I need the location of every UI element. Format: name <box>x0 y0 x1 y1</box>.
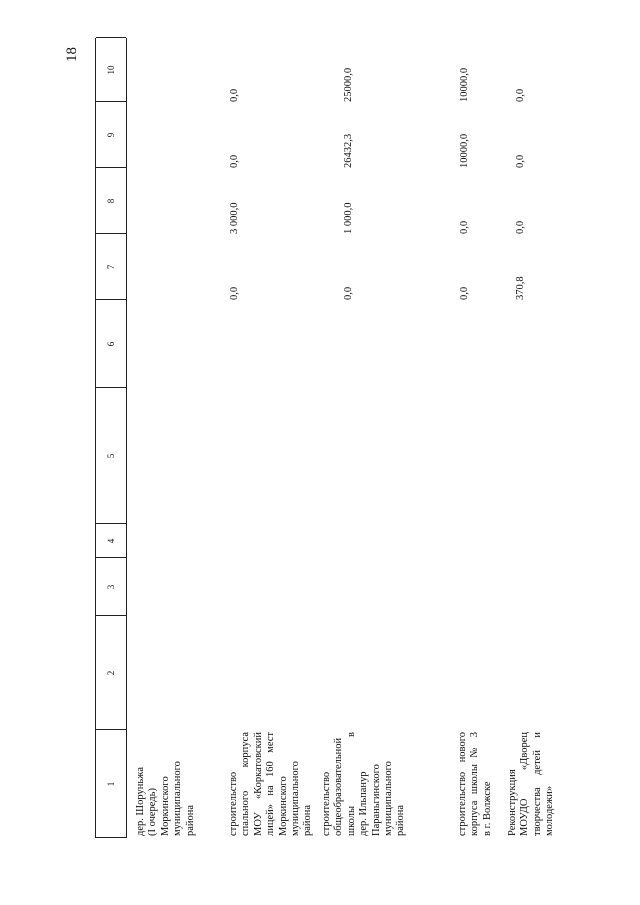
table-row-5-col-9: 0,0 <box>515 154 526 168</box>
table-row-3-col-9: 26432,3 <box>343 133 354 168</box>
table-row-2-col-10: 0,0 <box>229 88 240 102</box>
column-4-header: 4 <box>106 538 116 544</box>
table-row-3-col-8: 1 000,0 <box>343 202 354 234</box>
page-number: 18 <box>64 47 80 62</box>
table-sheet <box>95 38 556 838</box>
table-row-2-col-7: 0,0 <box>229 286 240 300</box>
table-row-4-col-10: 10000,0 <box>459 67 470 102</box>
column-1-header: 1 <box>106 781 116 787</box>
table-row-2-col-8: 3 000,0 <box>229 202 240 234</box>
table-row-4-col-8: 0,0 <box>459 220 470 234</box>
table-row-5-col-7: 370,8 <box>515 276 526 300</box>
column-2-header: 2 <box>106 670 116 676</box>
table-row-3-name: строительство общеобразовательной школы в дер. Ильпанур Параньгинского муниципального района <box>321 732 407 836</box>
table-row-4-col-7: 0,0 <box>459 286 470 300</box>
column-5-header: 5 <box>106 453 116 459</box>
column-3-header: 3 <box>106 584 116 590</box>
table-row-5-name: Реконструкция МОУДО «Дворец творчества детей и молодежи» <box>507 732 556 836</box>
column-number-header <box>95 38 127 838</box>
column-7-header: 7 <box>106 264 116 270</box>
table-row-2-name: строительство спального корпуса МОУ «Коркатовский лицей» на 160 мест Моркинского муниципального района <box>228 732 314 836</box>
table-row-5-col-10: 0,0 <box>515 88 526 102</box>
table-row-1-name: дер. Шоруньжа (I очередь) Моркинского муниципального района <box>135 761 196 836</box>
column-8-header: 8 <box>106 198 116 204</box>
table-row-5-col-8: 0,0 <box>515 220 526 234</box>
table-row-4-name: строительство нового корпуса школы № 3 в г. Волжске <box>457 732 493 836</box>
column-9-header: 9 <box>106 132 116 138</box>
table-row-3-col-7: 0,0 <box>343 286 354 300</box>
table-row-3-col-10: 25000,0 <box>343 67 354 102</box>
column-10-header: 10 <box>106 65 116 75</box>
table-row-2-col-9: 0,0 <box>229 154 240 168</box>
table-row-4-col-9: 10000,0 <box>459 133 470 168</box>
column-6-header: 6 <box>106 341 116 347</box>
